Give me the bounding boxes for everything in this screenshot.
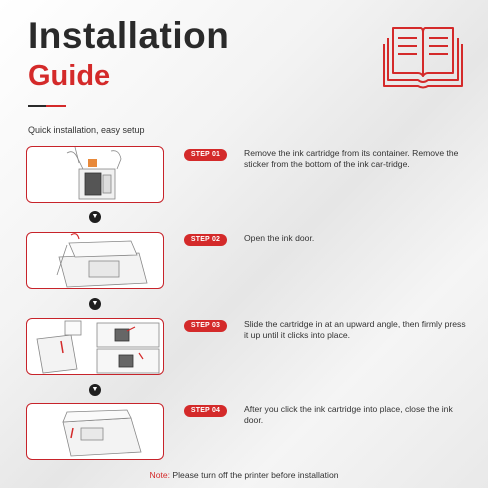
step-04-illustration <box>26 403 164 460</box>
step-01-illustration <box>26 146 164 203</box>
step-04-text: After you click the ink cartridge into place, close the ink door. <box>244 404 453 425</box>
step-02-illustration <box>26 232 164 289</box>
page-title-accent: Guide <box>28 60 111 92</box>
title-underline-red <box>46 105 66 107</box>
down-arrow-icon: ▼ <box>89 384 101 396</box>
step-03-badge: STEP 03 <box>184 320 227 332</box>
step-01-text: Remove the ink cartridge from its container. Remove the sticker from the bottom of the ink car-tridge. <box>244 148 459 169</box>
step-04-badge: STEP 04 <box>184 405 227 417</box>
title-underline-dark <box>28 105 46 107</box>
step-02-badge: STEP 02 <box>184 234 227 246</box>
step-01-badge: STEP 01 <box>184 149 227 161</box>
note-label: Note: <box>149 470 171 480</box>
step-03-text: Slide the cartridge in at an upward angle, then firmly press it up until it clicks into place. <box>244 319 466 340</box>
step-03-illustration <box>26 318 164 375</box>
open-book-icon <box>382 20 464 90</box>
subtitle: Quick installation, easy setup <box>28 125 145 135</box>
step-02-text: Open the ink door. <box>244 233 315 243</box>
down-arrow-icon: ▼ <box>89 211 101 223</box>
footer-note <box>0 470 488 480</box>
page-title: Installation <box>28 15 230 56</box>
note-text: Please turn off the printer before installation <box>170 470 339 480</box>
down-arrow-icon: ▼ <box>89 298 101 310</box>
